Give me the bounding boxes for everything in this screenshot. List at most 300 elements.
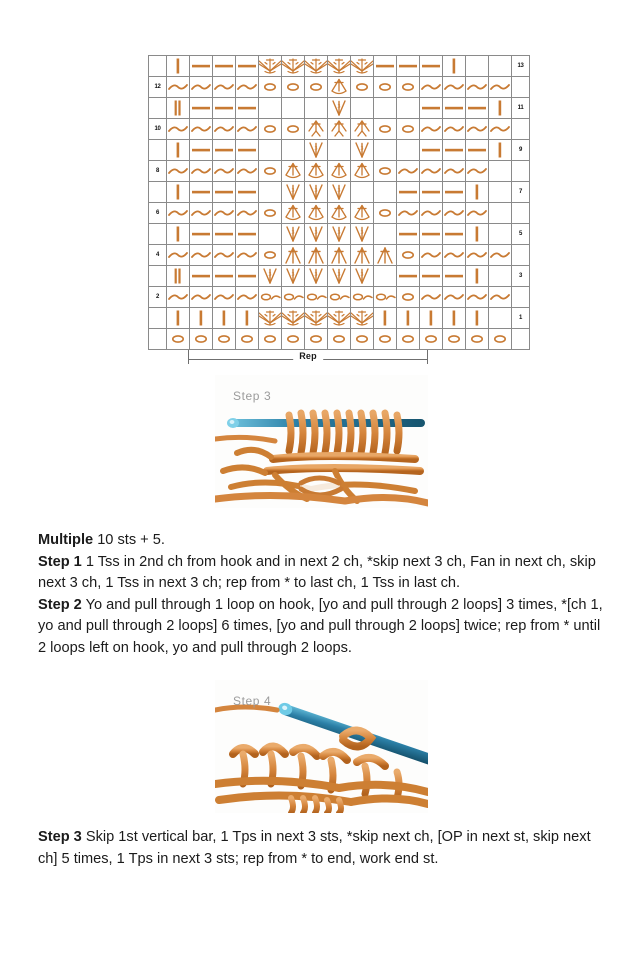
chart-cell-op-v <box>305 182 328 203</box>
chart-cell-dc-cluster <box>351 203 374 224</box>
chart-symbol <box>236 266 258 286</box>
photo-step-4-label: Step 4 <box>233 694 272 708</box>
chart-cell-wave <box>466 203 489 224</box>
chart-symbol <box>420 245 442 265</box>
chart-cell-blank <box>489 56 512 77</box>
chart-symbol <box>305 182 327 202</box>
row-number-right-blank <box>512 287 530 308</box>
chart-cell-blank <box>282 98 305 119</box>
chart-symbol <box>489 287 511 307</box>
chart-symbol <box>236 161 258 181</box>
svg-text:3: 3 <box>314 230 318 236</box>
chart-symbol <box>236 329 258 349</box>
chart-symbol <box>420 329 442 349</box>
chart-cell-chain <box>259 77 282 98</box>
chart-cell-tss-dash <box>397 56 420 77</box>
chart-cell-wave <box>167 119 190 140</box>
chart-cell-chain-wave <box>282 287 305 308</box>
row-number-left: 10 <box>149 119 167 140</box>
chart-cell-wave <box>236 161 259 182</box>
chart-symbol <box>351 266 373 286</box>
svg-text:3: 3 <box>291 230 295 236</box>
row-number-right: 9 <box>512 140 530 161</box>
chart-symbol <box>167 140 189 160</box>
chart-symbol <box>213 245 235 265</box>
chart-cell-tss-dash <box>420 140 443 161</box>
chart-symbol <box>213 329 235 349</box>
row-number-left: 6 <box>149 203 167 224</box>
chart-cell-wave <box>489 287 512 308</box>
chart-symbol <box>489 140 511 160</box>
chart-symbol <box>489 77 511 97</box>
chart-cell-tss-dash <box>190 56 213 77</box>
chart-cell-wave <box>213 203 236 224</box>
chart-symbol <box>282 56 304 76</box>
chart-cell-wave <box>443 287 466 308</box>
chart-cell-tss <box>374 308 397 329</box>
chart-symbol <box>259 266 281 286</box>
chart-symbol <box>351 224 373 244</box>
chart-cell-op-v <box>328 98 351 119</box>
chart-cell-tss-dash <box>466 98 489 119</box>
chart-symbol <box>213 119 235 139</box>
chart-symbol <box>167 245 189 265</box>
chart-symbol <box>466 329 488 349</box>
chart-symbol <box>374 56 396 76</box>
chart-cell-tss <box>420 308 443 329</box>
chart-symbol <box>190 224 212 244</box>
chart-symbol <box>167 203 189 223</box>
row-number-right: 13 <box>512 56 530 77</box>
chart-cell-wave <box>167 287 190 308</box>
chart-symbol <box>466 245 488 265</box>
chart-symbol <box>305 224 327 244</box>
chart-cell-tss-dash <box>443 182 466 203</box>
chart-cell-blank <box>489 161 512 182</box>
chart-cell-tss-dash <box>213 182 236 203</box>
chart-symbol <box>305 329 327 349</box>
chart-cell-tss-double <box>167 98 190 119</box>
chart-symbol <box>328 77 350 97</box>
chart-symbol <box>351 329 373 349</box>
chart-cell-chain <box>397 287 420 308</box>
chart-symbol <box>213 140 235 160</box>
chart-cell-fan <box>282 308 305 329</box>
chart-symbol <box>374 203 396 223</box>
chart-cell-chain <box>282 329 305 350</box>
svg-text:3: 3 <box>337 230 341 236</box>
chart-row <box>149 161 530 182</box>
chart-symbol <box>351 56 373 76</box>
chart-symbol <box>282 182 304 202</box>
chart-cell-wave <box>466 245 489 266</box>
chart-cell-blank <box>374 98 397 119</box>
crochet-chart <box>148 55 524 370</box>
chart-cell-dc-cluster <box>328 77 351 98</box>
chart-symbol <box>259 161 281 181</box>
chart-symbol <box>213 287 235 307</box>
chart-cell-tss <box>167 308 190 329</box>
chart-cell-blank <box>489 224 512 245</box>
chart-cell-chain-wave <box>328 287 351 308</box>
chart-symbol <box>305 77 327 97</box>
chart-symbol <box>259 245 281 265</box>
chart-cell-blank <box>259 182 282 203</box>
chart-cell-op-v <box>328 224 351 245</box>
chart-cell-op-v <box>282 224 305 245</box>
chart-cell-wave <box>397 203 420 224</box>
chart-cell-fan <box>259 56 282 77</box>
chart-symbol <box>466 266 488 286</box>
chart-symbol <box>443 245 465 265</box>
chart-symbol <box>328 308 350 328</box>
chart-symbol <box>489 119 511 139</box>
instruction-paragraph <box>38 595 603 660</box>
chart-symbol <box>305 161 327 181</box>
chart-cell-chain-wave <box>305 287 328 308</box>
chart-cell-tss <box>466 308 489 329</box>
chart-symbol <box>213 182 235 202</box>
chart-cell-tss-dash <box>420 56 443 77</box>
row-number-right: 3 <box>512 266 530 287</box>
chart-cell-tss-dash <box>466 140 489 161</box>
row-number-left: 2 <box>149 287 167 308</box>
chart-cell-chain <box>397 245 420 266</box>
chart-row <box>149 182 530 203</box>
rep-label: Rep <box>293 351 323 361</box>
chart-symbol <box>328 56 350 76</box>
row-number-right: 1 <box>512 308 530 329</box>
chart-cell-blank <box>374 266 397 287</box>
svg-text:3: 3 <box>268 272 272 278</box>
chart-symbol <box>443 140 465 160</box>
chart-cell-chain <box>305 77 328 98</box>
rep-tick-left <box>188 350 189 364</box>
chart-symbol <box>328 224 350 244</box>
chart-symbol <box>259 56 281 76</box>
chart-symbol <box>167 266 189 286</box>
chart-cell-blank <box>374 140 397 161</box>
chart-cell-wave <box>190 161 213 182</box>
chart-row <box>149 329 530 350</box>
chart-symbol <box>420 140 442 160</box>
chart-cell-dc-cluster <box>282 203 305 224</box>
chart-symbol <box>236 140 258 160</box>
chart-symbol <box>236 77 258 97</box>
chart-symbol <box>374 119 396 139</box>
chart-symbol <box>351 308 373 328</box>
chart-cell-chain <box>397 329 420 350</box>
chart-row <box>149 287 530 308</box>
chart-cell-tss-dash <box>420 266 443 287</box>
chart-cell-tss-dash <box>420 98 443 119</box>
instruction-text: 1 Tss in 2nd ch from hook and in next 2 ch, *skip next 3 ch, Fan in next ch, skip next 3 ch, 1 Tss in next 3 ch; rep from * to last ch, 1 Tss in last ch. <box>38 553 596 591</box>
chart-symbol <box>397 161 419 181</box>
chart-cell-tss <box>489 98 512 119</box>
chart-cell-tss-dash <box>443 266 466 287</box>
chart-cell-wave <box>236 203 259 224</box>
chart-symbol <box>236 56 258 76</box>
row-number-left: 8 <box>149 161 167 182</box>
instruction-label: Multiple <box>38 532 94 548</box>
chart-cell-fan <box>305 56 328 77</box>
chart-symbol <box>351 203 373 223</box>
chart-symbol <box>213 56 235 76</box>
chart-symbol <box>236 119 258 139</box>
chart-cell-tss-dash <box>213 98 236 119</box>
row-number-left-blank <box>149 329 167 350</box>
svg-text:3: 3 <box>314 188 318 194</box>
chart-cell-op-v <box>259 266 282 287</box>
chart-symbol <box>213 266 235 286</box>
chart-symbol <box>489 329 511 349</box>
chart-symbol <box>466 98 488 118</box>
chart-symbol <box>374 308 396 328</box>
instruction-paragraph <box>38 827 603 870</box>
chart-cell-tss-dash <box>236 56 259 77</box>
chart-symbol <box>167 287 189 307</box>
chart-cell-wave <box>190 287 213 308</box>
chart-row <box>149 308 530 329</box>
chart-cell-blank <box>397 140 420 161</box>
chart-cell-tss-dash <box>213 56 236 77</box>
chart-symbol <box>305 119 327 139</box>
chart-cell-wave <box>236 77 259 98</box>
photo-step-3-label: Step 3 <box>233 389 272 403</box>
chart-cell-wave <box>236 245 259 266</box>
chart-symbol <box>190 56 212 76</box>
chart-cell-chain <box>236 329 259 350</box>
chart-symbol <box>397 245 419 265</box>
chart-cell-fan <box>351 308 374 329</box>
chart-cell-wave <box>420 77 443 98</box>
chart-symbol <box>466 287 488 307</box>
chart-cell-tss-dash <box>236 182 259 203</box>
chart-symbol <box>167 56 189 76</box>
chart-symbol <box>374 329 396 349</box>
chart-symbol <box>397 329 419 349</box>
svg-text:3: 3 <box>337 272 341 278</box>
chart-symbol <box>328 182 350 202</box>
svg-text:3: 3 <box>360 146 364 152</box>
chart-cell-op-v <box>282 266 305 287</box>
chart-cell-wave <box>236 119 259 140</box>
chart-row <box>149 119 530 140</box>
chart-symbol <box>443 287 465 307</box>
chart-symbol <box>466 182 488 202</box>
chart-symbol <box>489 98 511 118</box>
chart-cell-dc-cluster <box>305 203 328 224</box>
chart-cell-fan <box>305 308 328 329</box>
chart-cell-chain <box>259 203 282 224</box>
chart-cell-chain-wave <box>374 287 397 308</box>
instruction-text: Yo and pull through 1 loop on hook, [yo and pull through 2 loops] 3 times, *[ch 1, yo and pull through 2 loops] 6 times, [yo and pull through 2 loops] twice; rep from * until 2 loops left on hook, yo and pull through 2 loops. <box>38 596 603 656</box>
chart-symbol <box>374 161 396 181</box>
chart-symbol <box>190 161 212 181</box>
chart-cell-blank <box>259 224 282 245</box>
chart-symbol <box>236 245 258 265</box>
chart-symbol <box>374 77 396 97</box>
chart-symbol <box>213 98 235 118</box>
chart-symbol <box>190 245 212 265</box>
chart-cell-tss-dash <box>213 266 236 287</box>
chart-cell-wave <box>443 245 466 266</box>
chart-symbol <box>466 161 488 181</box>
chart-symbol <box>167 119 189 139</box>
chart-cell-fan <box>259 308 282 329</box>
chart-cell-dc-cluster <box>328 161 351 182</box>
row-number-right-blank <box>512 245 530 266</box>
chart-cell-tss <box>167 56 190 77</box>
chart-cell-chain <box>213 329 236 350</box>
chart-symbol <box>236 287 258 307</box>
row-number-left-blank <box>149 224 167 245</box>
chart-row <box>149 56 530 77</box>
chart-symbol <box>167 224 189 244</box>
chart-symbol <box>328 329 350 349</box>
svg-text:3: 3 <box>314 146 318 152</box>
chart-symbol <box>190 287 212 307</box>
row-number-right-blank <box>512 161 530 182</box>
chart-cell-tss-dash <box>236 140 259 161</box>
row-number-right-blank <box>512 77 530 98</box>
chart-symbol <box>282 203 304 223</box>
chart-symbol <box>190 266 212 286</box>
chart-symbol <box>351 140 373 160</box>
chart-symbol <box>420 77 442 97</box>
chart-cell-tss <box>167 182 190 203</box>
chart-cell-wave <box>443 203 466 224</box>
instruction-text: 10 sts + 5. <box>93 532 165 548</box>
chart-symbol <box>282 77 304 97</box>
chart-cell-tss-dash <box>190 182 213 203</box>
chart-symbol <box>236 182 258 202</box>
chart-symbol <box>213 308 235 328</box>
chart-cell-op-v <box>351 140 374 161</box>
chart-symbol <box>397 203 419 223</box>
chart-cell-tss <box>167 224 190 245</box>
chart-symbol <box>397 77 419 97</box>
chart-symbol <box>167 308 189 328</box>
chart-symbol <box>305 140 327 160</box>
chart-cell-tss <box>489 140 512 161</box>
chart-cell-blank <box>259 98 282 119</box>
chart-cell-wave <box>213 77 236 98</box>
chart-cell-blank <box>489 203 512 224</box>
chart-row <box>149 203 530 224</box>
chart-symbol <box>420 161 442 181</box>
chart-cell-chain <box>374 77 397 98</box>
chart-symbol <box>213 224 235 244</box>
chart-cell-tss <box>213 308 236 329</box>
chart-cell-chain <box>420 329 443 350</box>
chart-cell-dc-cluster <box>351 161 374 182</box>
chart-symbol <box>167 329 189 349</box>
chart-symbol <box>351 77 373 97</box>
chart-symbol <box>443 329 465 349</box>
chart-cell-wave <box>190 119 213 140</box>
chart-symbol <box>282 266 304 286</box>
chart-cell-op-v <box>305 140 328 161</box>
chart-cell-dc-plain <box>351 245 374 266</box>
chart-symbol <box>213 203 235 223</box>
chart-cell-blank <box>397 98 420 119</box>
chart-symbol <box>420 308 442 328</box>
chart-symbol <box>259 329 281 349</box>
photo-step-3 <box>215 375 428 508</box>
chart-row <box>149 224 530 245</box>
chart-symbol <box>328 266 350 286</box>
chart-cell-blank <box>374 224 397 245</box>
chart-symbol <box>397 266 419 286</box>
chart-symbol <box>282 308 304 328</box>
chart-cell-chain <box>443 329 466 350</box>
rep-tick-right <box>427 350 428 364</box>
chart-symbol <box>305 56 327 76</box>
chart-symbol <box>282 287 304 307</box>
chart-cell-wave <box>489 119 512 140</box>
chart-cell-chain <box>167 329 190 350</box>
chart-cell-wave <box>190 245 213 266</box>
chart-cell-tss-dash <box>190 140 213 161</box>
chart-cell-wave <box>443 119 466 140</box>
chart-symbol <box>259 287 281 307</box>
chart-cell-tss-dash <box>443 224 466 245</box>
chart-cell-chain <box>259 161 282 182</box>
chart-cell-tss-double <box>167 266 190 287</box>
chart-symbol <box>374 245 396 265</box>
chart-symbol <box>190 182 212 202</box>
chart-cell-fan <box>351 56 374 77</box>
instructions-bottom <box>38 827 603 870</box>
chart-symbol <box>305 287 327 307</box>
chart-symbol <box>236 98 258 118</box>
chart-cell-wave <box>466 119 489 140</box>
chart-cell-op-v <box>328 266 351 287</box>
chart-row <box>149 266 530 287</box>
chart-cell-tss <box>167 140 190 161</box>
chart-row <box>149 77 530 98</box>
chart-cell-wave <box>443 161 466 182</box>
chart-row <box>149 245 530 266</box>
chart-cell-tss-dash <box>397 266 420 287</box>
instruction-paragraph <box>38 552 603 595</box>
chart-cell-blank <box>489 308 512 329</box>
chart-symbol <box>351 287 373 307</box>
chart-cell-wave <box>213 245 236 266</box>
chart-row <box>149 140 530 161</box>
chart-symbol <box>443 161 465 181</box>
chart-symbol <box>213 77 235 97</box>
row-number-right-blank <box>512 329 530 350</box>
instructions-top <box>38 530 603 659</box>
chart-cell-chain <box>466 329 489 350</box>
chart-cell-blank <box>351 182 374 203</box>
chart-cell-chain <box>328 329 351 350</box>
row-number-right-blank <box>512 119 530 140</box>
chart-symbol <box>213 161 235 181</box>
svg-text:3: 3 <box>360 272 364 278</box>
chart-cell-dc-plain <box>282 245 305 266</box>
row-number-right-blank <box>512 203 530 224</box>
chart-cell-op-v <box>351 224 374 245</box>
chart-cell-blank <box>328 140 351 161</box>
chart-symbol <box>236 224 258 244</box>
chart-symbol <box>466 77 488 97</box>
chart-cell-wave <box>167 245 190 266</box>
svg-text:3: 3 <box>291 188 295 194</box>
photo-step-4 <box>215 680 428 813</box>
